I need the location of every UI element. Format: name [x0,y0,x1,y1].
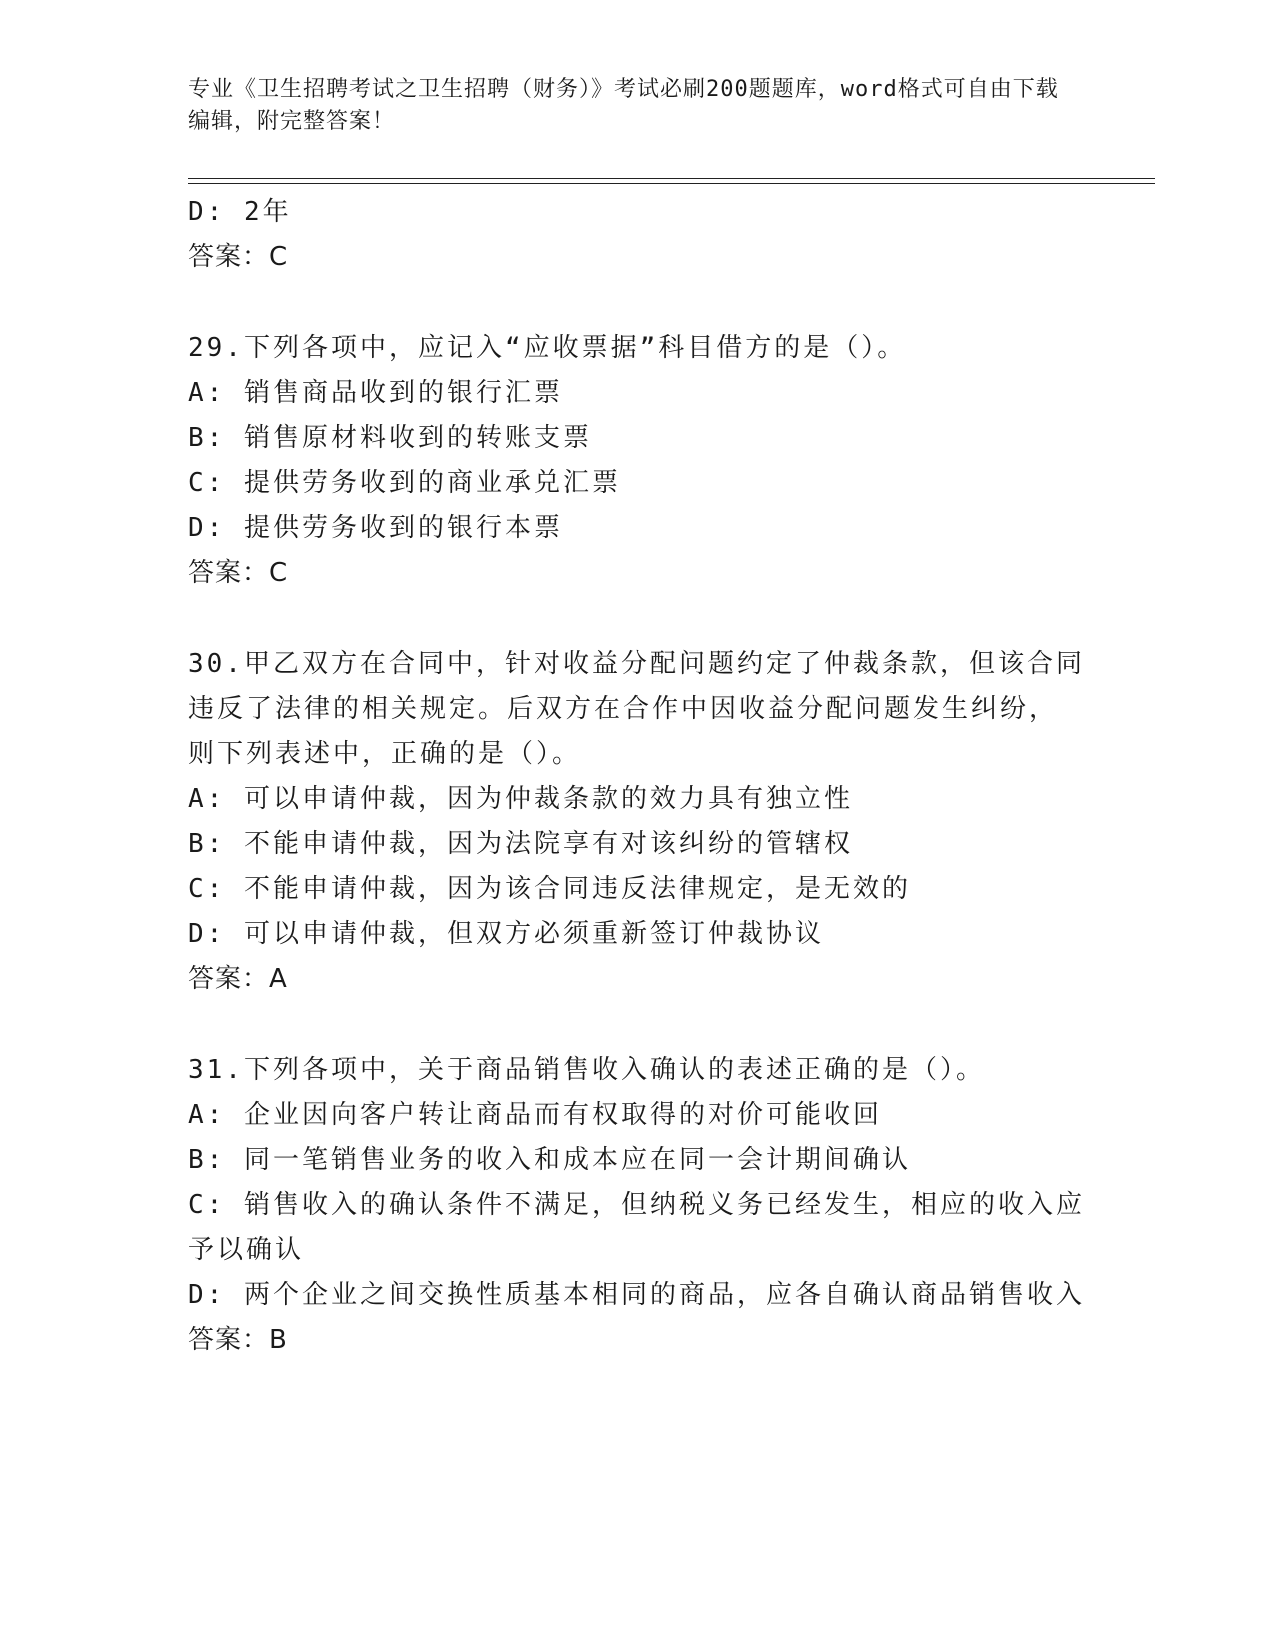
q31-option-c-line-1: C: 销售收入的确认条件不满足，但纳税义务已经发生，相应的收入应 [188,1190,1085,1220]
q30-stem-line-2: 违反了法律的相关规定。后双方在合作中因收益分配问题发生纠纷， [188,694,1059,724]
q30-option-a: A: 可以申请仲裁，因为仲裁条款的效力具有独立性 [188,784,853,814]
q30-answer: 答案：A [188,964,288,994]
spacer [188,1002,1088,1048]
q29-option-d: D: 提供劳务收到的银行本票 [188,513,563,543]
q30-stem-line-1: 30.甲乙双方在合同中，针对收益分配问题约定了仲裁条款，但该合同 [188,649,1085,679]
q31-option-c-line-2: 予以确认 [188,1235,305,1265]
prev-answer: 答案：C [188,242,289,272]
q31-option-b: B: 同一笔销售业务的收入和成本应在同一会计期间确认 [188,1145,911,1175]
spacer [188,596,1088,642]
q29-answer: 答案：C [188,558,289,588]
q31-stem: 31.下列各项中，关于商品销售收入确认的表述正确的是（）。 [188,1055,985,1085]
q31-option-a: A: 企业因向客户转让商品而有权取得的对价可能收回 [188,1100,882,1130]
q31-option-d: D: 两个企业之间交换性质基本相同的商品，应各自确认商品销售收入 [188,1280,1085,1310]
question-content [188,190,1088,1363]
q31-answer: 答案：B [188,1325,288,1355]
q29-option-c: C: 提供劳务收到的商业承兑汇票 [188,468,621,498]
header-rule-top [188,178,1155,179]
q30-stem-line-3: 则下列表述中，正确的是（）。 [188,739,582,769]
header-rule-bottom [188,183,1155,184]
q30-option-c: C: 不能申请仲裁，因为该合同违反法律规定，是无效的 [188,874,911,904]
prev-option-d: D: 2年 [188,197,292,227]
q30-option-b: B: 不能申请仲裁，因为法院享有对该纠纷的管辖权 [188,829,853,859]
spacer [188,280,1088,326]
q29-option-a: A: 销售商品收到的银行汇票 [188,378,563,408]
q30-option-d: D: 可以申请仲裁，但双方必须重新签订仲裁协议 [188,919,824,949]
q29-stem: 29.下列各项中，应记入“应收票据”科目借方的是（）。 [188,333,907,363]
q29-option-b: B: 销售原材料收到的转账支票 [188,423,592,453]
page-header: 专业《卫生招聘考试之卫生招聘（财务）》考试必刷200题题库，word格式可自由下载编辑，附完整答案！ [188,77,1059,134]
